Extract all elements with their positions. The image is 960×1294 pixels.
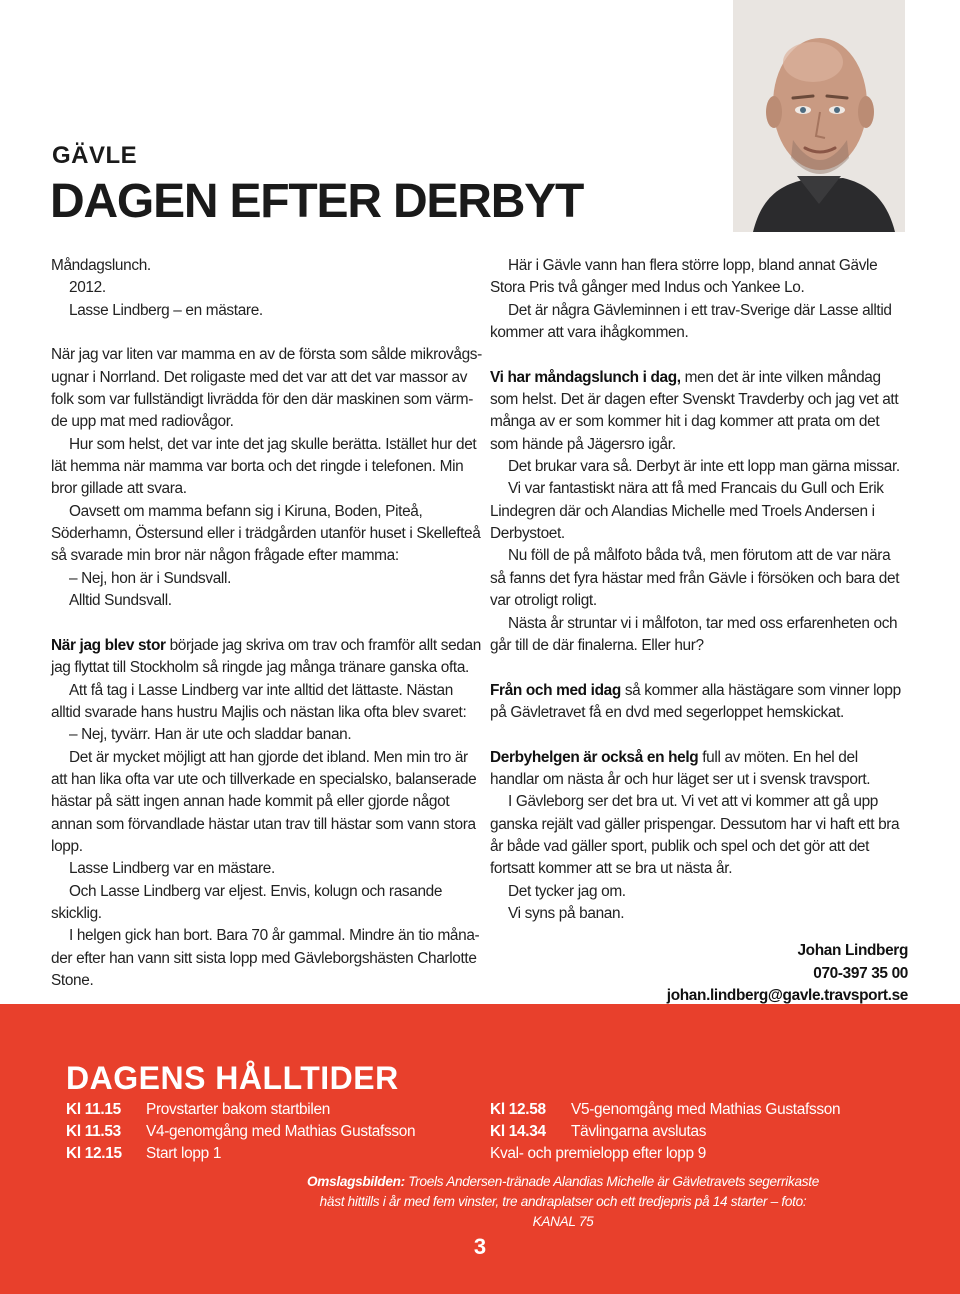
schedule-event: V4-genomgång med Mathias Gustafsson — [146, 1123, 416, 1140]
paragraph — [490, 367, 908, 456]
paragraph: Lasse Lindberg var en mästare. — [69, 860, 275, 878]
paragraph-rest: full av möten. En hel del handlar om nästa år och hur läget ser ut i svensk travsport. — [490, 748, 871, 788]
paragraph: I Gävleborg ser det bra ut. Vi vet att vi kommer att gå upp ganska rejält vad gäller prispengar. Dessutom har vi haft ett bra år både vad gäller sport, publik och spel och det gör att det fortsatt kommer att se bra ut nästa år. — [490, 793, 900, 878]
paragraph: Det är mycket möjligt att han gjorde det ibland. Men min tro är att han lika ofta var ute och tillverkade en specialsko, balanserade hästar på sätt ingen annan hade kommit på eller gjorde något annan som förvandlade hästar utan trav till hästar som vann stora lopp. — [51, 748, 477, 855]
intro-line: Måndagslunch. — [51, 257, 151, 274]
paragraph: Det brukar vara så. Derbyt är inte ett lopp man gärna missar. — [508, 458, 900, 476]
schedule-banner — [0, 1004, 960, 1294]
author-portrait — [733, 0, 905, 232]
page-number: 3 — [473, 1234, 487, 1259]
signature-name: Johan Lindberg — [797, 942, 908, 960]
paragraph-lead: När jag blev stor — [51, 636, 166, 654]
right-column — [490, 255, 908, 1007]
intro-line: Lasse Lindberg – en mästare. — [69, 301, 263, 319]
paragraph: Det tycker jag om. — [508, 882, 626, 900]
paragraph-rest: men det är inte vilken måndag som helst. Det är dagen efter Svenskt Travderby och jag vet att många av er som kommer hit i dag kommer att prata om det som hände på Jägersro igår. — [490, 368, 899, 453]
schedule-row — [66, 1099, 415, 1121]
schedule-row — [66, 1143, 415, 1165]
paragraph: När jag var liten var mamma en av de första som sålde mikrovågs-ugnar i Norrland. Det roligaste med det var att det var massor av folk som var fullständigt livrädda för den där maskinen som värm-de upp mat med radiovågor. — [51, 346, 482, 431]
paragraph: – Nej, hon är i Sundsvall. — [69, 569, 232, 587]
paragraph: Hur som helst, det var inte det jag skulle berätta. Istället hur det lät hemma när mamma var borta och det ringde i telefonen. Min bror gillade att svara. — [51, 435, 477, 498]
paragraph: Oavsett om mamma befann sig i Kiruna, Boden, Piteå, Söderhamn, Östersund eller i trädgården utanför huset i Skellefteå så svarade min bror när någon frågade efter mamma: — [51, 502, 481, 565]
schedule-row — [490, 1099, 840, 1121]
caption-lead: Omslagsbilden: — [307, 1174, 405, 1189]
schedule-time: Kl 11.53 — [66, 1123, 121, 1140]
paragraph: Alltid Sundsvall. — [69, 592, 172, 610]
portrait-illustration — [733, 0, 905, 232]
paragraph: Det är några Gävleminnen i ett trav-Sverige där Lasse alltid kommer att vara ihågkommen. — [490, 301, 892, 342]
paragraph: Här i Gävle vann han flera större lopp, bland annat Gävle Stora Pris två gånger med Indus och Yankee Lo. — [490, 257, 878, 297]
paragraph-lead: Vi har måndagslunch i dag, — [490, 368, 681, 386]
paragraph — [490, 747, 908, 792]
schedule-event: Tävlingarna avslutas — [571, 1123, 707, 1140]
schedule-time: Kl 11.15 — [66, 1101, 121, 1118]
signature-phone: 070-397 35 00 — [813, 964, 908, 982]
paragraph-lead: Från och med idag — [490, 681, 621, 699]
schedule-time: Kl 12.15 — [66, 1145, 122, 1162]
schedule-event: Provstarter bakom startbilen — [146, 1101, 331, 1118]
paragraph: Nästa år struntar vi i målfoton, tar med oss erfarenheten och går till de där finalerna. Eller hur? — [490, 614, 898, 654]
schedule-list-right — [490, 1099, 840, 1165]
cover-caption — [300, 1172, 826, 1232]
paragraph: Vi syns på banan. — [508, 904, 625, 922]
section-kicker: GÄVLE — [52, 142, 138, 169]
schedule-extra: Kval- och premielopp efter lopp 9 — [490, 1145, 706, 1162]
intro-line: 2012. — [69, 279, 106, 297]
schedule-row — [66, 1121, 415, 1143]
schedule-event: V5-genomgång med Mathias Gustafsson — [571, 1101, 841, 1118]
paragraph: Att få tag i Lasse Lindberg var inte alltid det lättaste. Nästan alltid svarade hans hustru Majlis och nästan lika ofta blev svaret: — [51, 681, 467, 721]
paragraph: Och Lasse Lindberg var eljest. Envis, kolugn och rasande skicklig. — [51, 882, 443, 922]
page-headline: DAGEN EFTER DERBYT — [50, 175, 584, 228]
signature-email[interactable]: johan.lindberg@gavle.travsport.se — [666, 987, 908, 1004]
paragraph: Nu föll de på målfoto båda två, men förutom att de var nära så fanns det fyra hästar med från Gävle i försöken och bara det var otroligt roligt. — [490, 547, 900, 610]
schedule-title: DAGENS HÅLLTIDER — [66, 1060, 399, 1096]
schedule-row — [490, 1143, 840, 1165]
schedule-list-left — [66, 1099, 415, 1165]
paragraph: I helgen gick han bort. Bara 70 år gammal. Mindre än tio måna-der efter han vann sitt sista lopp med Gävleborgshästen Charlotte Stone. — [51, 927, 480, 989]
paragraph-lead: Derbyhelgen är också en helg — [490, 748, 699, 766]
paragraph: Vi var fantastiskt nära att få med Francais du Gull och Erik Lindegren där och Alandias Michelle med Troels Andersen i Derbystoet. — [490, 480, 884, 543]
schedule-time: Kl 14.34 — [490, 1123, 546, 1140]
schedule-time: Kl 12.58 — [490, 1101, 546, 1118]
schedule-event: Start lopp 1 — [146, 1145, 222, 1162]
schedule-row — [490, 1121, 840, 1143]
paragraph — [51, 635, 483, 680]
caption-text: Troels Andersen-tränade Alandias Michelle är Gävletravets segerrikaste häst hittills i år med fem vinster, tre andraplatser och ett tredjepris på 14 starter – foto: KANAL 75 — [319, 1174, 819, 1229]
left-column — [51, 255, 483, 992]
paragraph: – Nej, tyvärr. Han är ute och sladdar banan. — [69, 726, 352, 744]
paragraph — [490, 680, 908, 725]
paragraph-rest: så kommer alla hästägare som vinner lopp på Gävletravet få en dvd med segerloppet hemskickat. — [490, 681, 901, 721]
paragraph-rest: började jag skriva om trav och framför allt sedan jag flyttat till Stockholm så ringde jag många tränare ganska ofta. — [51, 636, 481, 677]
